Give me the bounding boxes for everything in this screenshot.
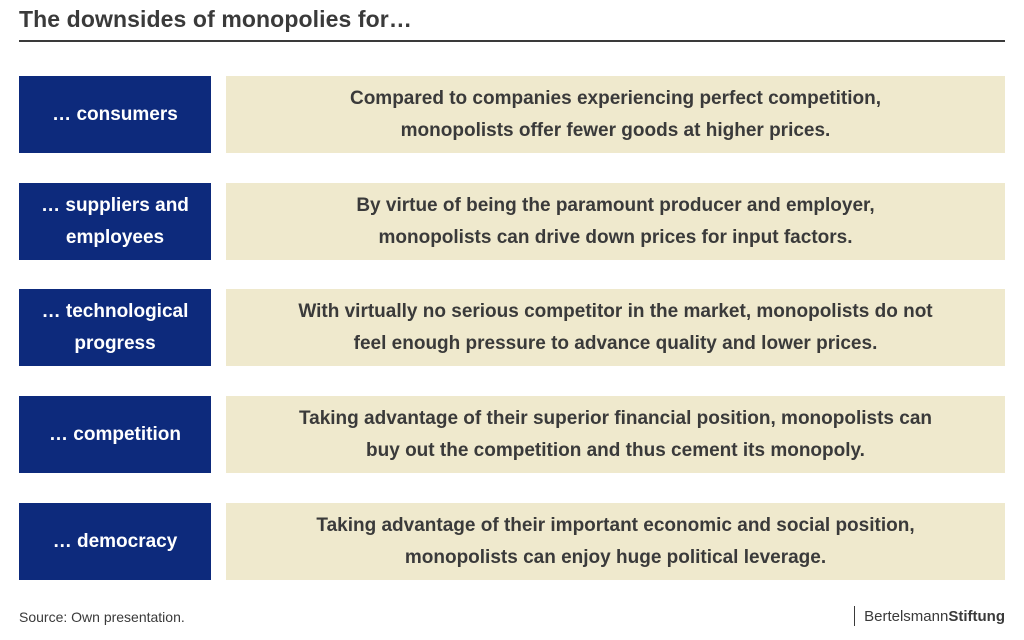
brand-name-bold: Stiftung — [948, 607, 1005, 625]
category-label-line: progress — [74, 332, 156, 354]
description-line: Taking advantage of their important economic and social position, — [316, 514, 915, 536]
list-item-technological-progress — [19, 289, 1005, 366]
description-line: buy out the competition and thus cement its monopoly. — [366, 439, 865, 461]
description-line: monopolists can drive down prices for input factors. — [378, 226, 853, 248]
category-label-technological-progress — [19, 289, 211, 366]
brand-name-regular: Bertelsmann — [864, 607, 949, 625]
description-line: Compared to companies experiencing perfect competition, — [349, 87, 882, 109]
description-line: monopolists can enjoy huge political leverage. — [404, 546, 827, 568]
description-democracy — [226, 503, 1005, 580]
description-technological-progress — [226, 289, 1005, 366]
description-competition — [226, 396, 1005, 473]
description-line: monopolists offer fewer goods at higher prices. — [400, 119, 831, 141]
source-note: Source: Own presentation. — [19, 609, 185, 625]
list-item-suppliers-employees — [19, 183, 1005, 260]
category-label-line: employees — [65, 226, 165, 248]
description-line: feel enough pressure to advance quality and lower prices. — [353, 332, 878, 354]
category-label-line: … democracy — [52, 530, 178, 552]
brand-logo — [854, 606, 1005, 626]
description-consumers — [226, 76, 1005, 153]
list-item-competition — [19, 396, 1005, 473]
brand-divider — [854, 606, 855, 626]
list-item-democracy — [19, 503, 1005, 580]
page-title: The downsides of monopolies for… — [19, 6, 412, 32]
category-label-line: … consumers — [52, 103, 178, 125]
title-divider — [19, 40, 1005, 42]
category-label-line: … suppliers and — [41, 194, 189, 216]
description-line: Taking advantage of their superior financial position, monopolists can — [298, 407, 933, 429]
category-label-line: … competition — [49, 423, 181, 445]
description-suppliers-employees — [226, 183, 1005, 260]
category-label-democracy — [19, 503, 211, 580]
list-item-consumers — [19, 76, 1005, 153]
category-label-competition — [19, 396, 211, 473]
category-label-suppliers-employees — [19, 183, 211, 260]
description-line: By virtue of being the paramount producer and employer, — [356, 194, 875, 216]
category-label-consumers — [19, 76, 211, 153]
description-line: With virtually no serious competitor in the market, monopolists do not — [298, 300, 933, 322]
category-label-line: … technological — [41, 300, 189, 322]
